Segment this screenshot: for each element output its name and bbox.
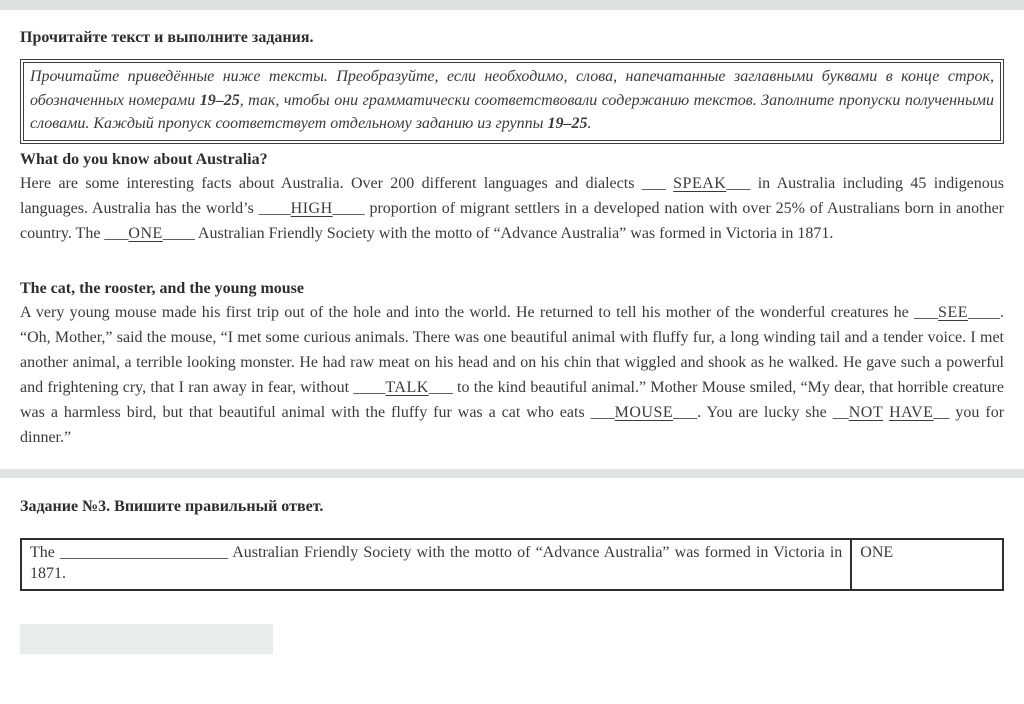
task-table — [20, 538, 1004, 591]
task-table-row — [21, 539, 1003, 590]
answer-input[interactable] — [20, 624, 273, 654]
text-segment: ___. You are lucky she __ — [673, 403, 849, 421]
text-segment: Here are some interesting facts about Australia. Over 200 different languages and dialects ___ — [20, 174, 674, 192]
text-segment: Прочитайте приведённые ниже тексты. Преобразуйте, если необходимо, слова, напечатанные заглавными буквами в конце строк, обозначенных номерами — [30, 68, 994, 109]
text-segment: . — [587, 115, 592, 132]
top-bar — [0, 0, 1024, 10]
text-section-fable — [20, 280, 1004, 450]
text-heading-fable: The cat, the rooster, and the young mouse — [20, 279, 305, 297]
emphasized-text: 19–25 — [199, 91, 240, 109]
text-segment: ____ proportion of migrant settlers in a developed nation with over 25% of Australians born in another country. The ___ — [20, 199, 1004, 242]
main-content — [0, 29, 1024, 450]
answer-blank: HIGH — [290, 199, 333, 217]
text-segment: ___ to the kind beautiful animal.” Mother Mouse smiled, “My dear, that horrible creature was a harmless bird, but that beautiful animal with the fluffy fur was a cat who eats ___ — [20, 378, 1004, 421]
instructions-box — [20, 59, 1004, 144]
instructions-box-inner — [23, 62, 1001, 141]
answer-blank: NOT — [848, 403, 884, 421]
text-body-australia — [20, 171, 1004, 246]
section-separator — [0, 469, 1024, 478]
text-segment: , так, чтобы они грамматически соответствовали содержанию текстов. Заполните пропуски полученными словами. Каждый пропуск соответствует отдельному заданию из группы — [30, 91, 995, 132]
answer-blank: HAVE — [889, 403, 934, 421]
instructions-text — [30, 65, 994, 136]
text-segment: A very young mouse made his first trip out of the hole and into the world. He returned to tell his mother of the wonderful creatures he ___ — [20, 303, 939, 321]
text-segment: ____ Australian Friendly Society with the motto of “Advance Australia” was formed in Victoria in 1871. — [162, 224, 834, 242]
task-keyword-cell: ONE — [851, 539, 1003, 590]
answer-blank: SEE — [938, 303, 968, 321]
task-heading: Задание №3. Впишите правильный ответ. — [20, 497, 324, 515]
emphasized-text: 19–25 — [547, 115, 588, 132]
text-heading-australia: What do you know about Australia? — [20, 150, 268, 168]
answer-blank: MOUSE — [614, 403, 674, 421]
task-section — [0, 498, 1024, 654]
task-question-cell: The _____________________ Australian Friendly Society with the motto of “Advance Australia” was formed in Victoria in 1871. — [21, 539, 851, 590]
text-segment: ___ in Australia including 45 indigenous languages. Australia has the world’s ____ — [20, 174, 1004, 217]
text-segment: __ you for dinner.” — [20, 403, 1005, 446]
answer-blank: ONE — [128, 224, 163, 242]
text-section-australia — [20, 151, 1004, 246]
answer-blank: TALK — [385, 378, 429, 396]
answer-blank: SPEAK — [673, 174, 727, 192]
text-segment: ____. “Oh, Mother,” said the mouse, “I met some curious animals. There was one beautiful animal with fluffy fur, a long winding tail and a tender voice. I met another animal, a terrible looking monster. He had raw meat on his head and on his chin that wiggled and shook as he walked. He gave such a powerful and frightening cry, that I ran away in fear, without ____ — [20, 303, 1004, 396]
page-title: Прочитайте текст и выполните задания. — [20, 29, 314, 46]
text-body-fable — [20, 300, 1004, 450]
